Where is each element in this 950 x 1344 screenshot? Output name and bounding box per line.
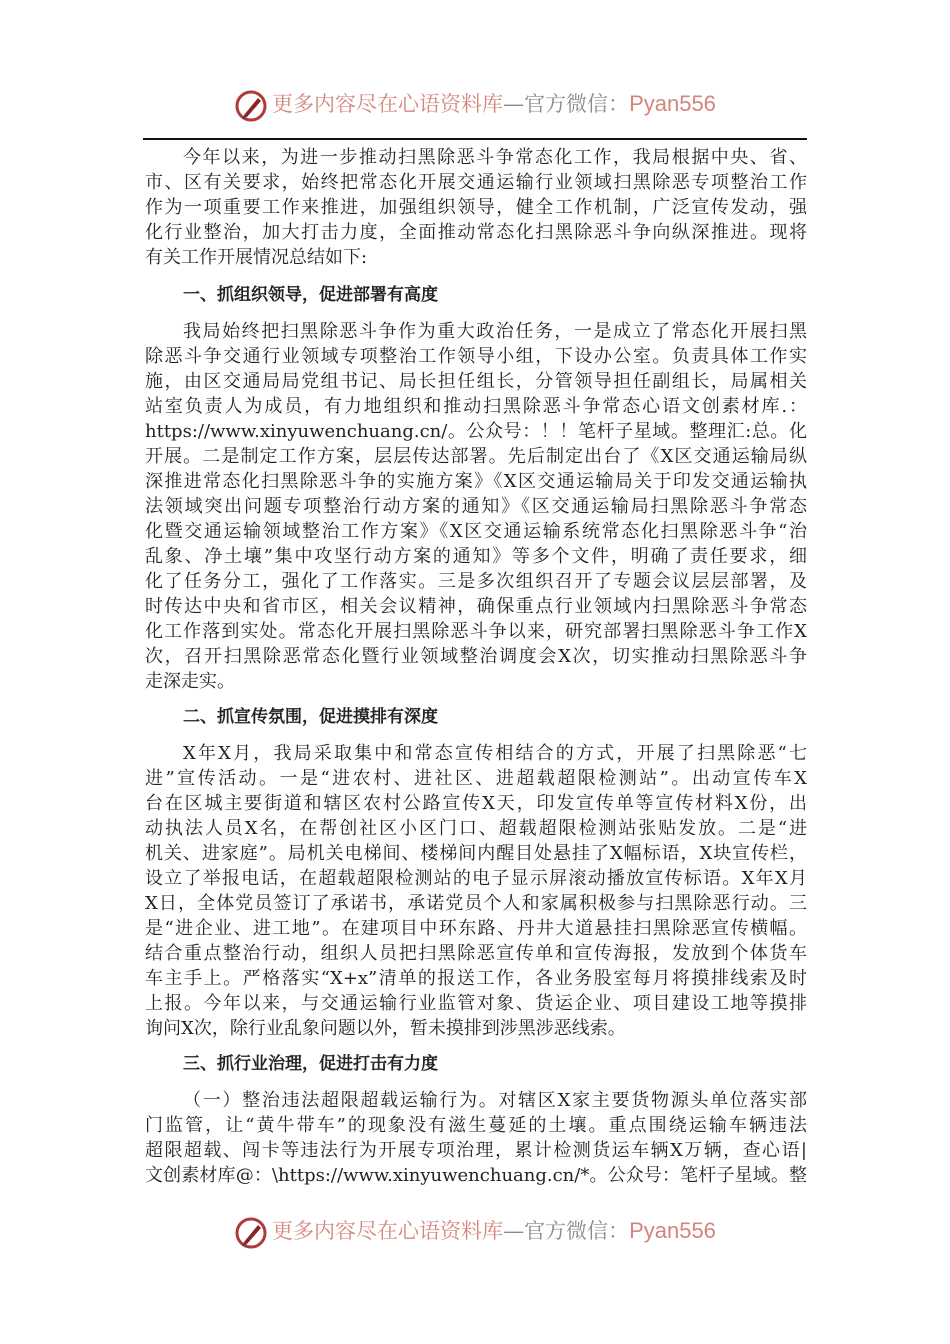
header-watermark	[0, 86, 950, 122]
text-line: 机关、进家庭”。局机关电梯间、楼梯间内醒目处悬挂了X幅标语，X块宣传栏，	[145, 843, 807, 864]
watermark-dash: —官方微信：	[503, 92, 630, 116]
text-line: https://www.xinyuwenchuang.cn/。公众号：！！笔杆子星域。整理汇:总。化	[145, 421, 807, 442]
text-line: 除恶斗争交通行业领域专项整治工作领导小组，下设办公室。负责具体工作实	[145, 346, 807, 367]
watermark-brand: 更多内容尽在心语资料库	[272, 1219, 504, 1243]
text-line: 询问X次，除行业乱象问题以外，暂未摸排到涉黑涉恶线索。	[145, 1018, 626, 1039]
paragraph-intro	[145, 145, 807, 270]
watermark-brand: 更多内容尽在心语资料库	[272, 92, 504, 116]
text-line: 化工作落到实处。常态化开展扫黑除恶斗争以来，研究部署扫黑除恶斗争工作X	[145, 621, 807, 642]
text-line: 作为一项重要工作来推进，加强组织领导，健全工作机制，广泛宣传发动，强	[145, 197, 807, 218]
text-line: 是“进企业、进工地”。在建项目中环东路、丹井大道悬挂扫黑除恶宣传横幅。	[145, 918, 807, 939]
text-line: 门监管，让“黄牛带车”的现象没有滋生蔓延的土壤。重点围绕运输车辆违法	[145, 1115, 807, 1136]
text-line: 进”宣传活动。一是“进农村、进社区、进超载超限检测站”。出动宣传车X	[145, 768, 807, 789]
pen-logo-icon	[234, 1216, 268, 1250]
text-line: 深推进常态化扫黑除恶斗争的实施方案》《X区交通运输局关于印发交通运输执	[145, 471, 807, 492]
section-heading-3: 三、抓行业治理，促进打击有力度	[183, 1054, 438, 1074]
header-rule	[143, 138, 807, 140]
text-line: 乱象、净土壤”集中攻坚行动方案的通知》等多个文件，明确了责任要求，细	[145, 546, 807, 567]
text-line: 动执法人员X名，在帮创社区小区门口、超载超限检测站张贴发放。二是“进	[145, 818, 807, 839]
paragraph-section-1	[145, 319, 807, 694]
text-line: 有关工作开展情况总结如下:	[145, 247, 368, 268]
document-body	[145, 145, 807, 270]
text-line: 结合重点整治行动，组织人员把扫黑除恶宣传单和宣传海报，发放到个体货车	[145, 943, 807, 964]
pen-logo-icon	[234, 89, 268, 123]
text-line: 化了任务分工，强化了工作落实。三是多次组织召开了专题会议层层部署，及	[145, 571, 807, 592]
text-line: 车主手上。严格落实“X+x”清单的报送工作，各业务股室每月将摸排线索及时	[145, 968, 807, 989]
text-line: 法领域突出问题专项整治行动方案的通知》《区交通运输局扫黑除恶斗争常态	[145, 496, 807, 517]
text-line: 台在区城主要街道和辖区农村公路宣传X天，印发宣传单等宣传材料X份，出	[145, 793, 807, 814]
text-line: X日，全体党员签订了承诺书，承诺党员个人和家属积极参与扫黑除恶行动。三	[145, 893, 807, 914]
watermark-dash: —官方微信：	[503, 1219, 630, 1243]
paragraph-section-2	[145, 741, 807, 1041]
text-line: 今年以来，为进一步推动扫黑除恶斗争常态化工作，我局根据中央、省、	[183, 147, 807, 168]
text-line: 超限超载、闯卡等违法行为开展专项治理，累计检测货运车辆X万辆，查心语|	[145, 1140, 807, 1161]
text-line: 化行业整治，加大打击力度，全面推动常态化扫黑除恶斗争向纵深推进。现将	[145, 222, 807, 243]
text-line: 上报。今年以来，与交通运输行业监管对象、货运企业、项目建设工地等摸排	[145, 993, 807, 1014]
text-line: 化暨交通运输领域整治工作方案》《X区交通运输系统常态化扫黑除恶斗争“治	[145, 521, 807, 542]
text-line: X年X月，我局采取集中和常态宣传相结合的方式，开展了扫黑除恶“七	[183, 743, 807, 764]
text-line: 文创素材库@：\https://www.xinyuwenchuang.cn/*。公众号：笔杆子星域。整	[145, 1165, 807, 1186]
text-line: 走深走实。	[145, 671, 235, 692]
section-heading-2: 二、抓宣传氛围，促进摸排有深度	[183, 707, 438, 727]
text-line: 我局始终把扫黑除恶斗争作为重大政治任务，一是成立了常态化开展扫黑	[183, 321, 807, 342]
text-line: 时传达中央和省市区，相关会议精神，确保重点行业领域内扫黑除恶斗争常态	[145, 596, 807, 617]
text-line: （一）整治违法超限超载运输行为。对辖区X家主要货物源头单位落实部	[183, 1090, 807, 1111]
text-line: 市、区有关要求，始终把常态化开展交通运输行业领域扫黑除恶专项整治工作	[145, 172, 807, 193]
text-line: 设立了举报电话，在超载超限检测站的电子显示屏滚动播放宣传标语。X年X月	[145, 868, 807, 889]
footer-watermark	[0, 1213, 950, 1249]
section-heading-1: 一、抓组织领导，促进部署有高度	[183, 285, 438, 305]
text-line: 次，召开扫黑除恶常态化暨行业领域整治调度会X次，切实推动扫黑除恶斗争	[145, 646, 807, 667]
text-line: 站室负责人为成员，有力地组织和推动扫黑除恶斗争常态心语文创素材库.：	[145, 396, 807, 417]
text-line: 施，由区交通局局党组书记、局长担任组长，分管领导担任副组长，局属相关	[145, 371, 807, 392]
text-line: 开展。二是制定工作方案，层层传达部署。先后制定出台了《X区交通运输局纵	[145, 446, 807, 467]
paragraph-section-3-1	[145, 1088, 807, 1188]
watermark-account: Pyan556	[629, 91, 716, 116]
watermark-account: Pyan556	[629, 1218, 716, 1243]
